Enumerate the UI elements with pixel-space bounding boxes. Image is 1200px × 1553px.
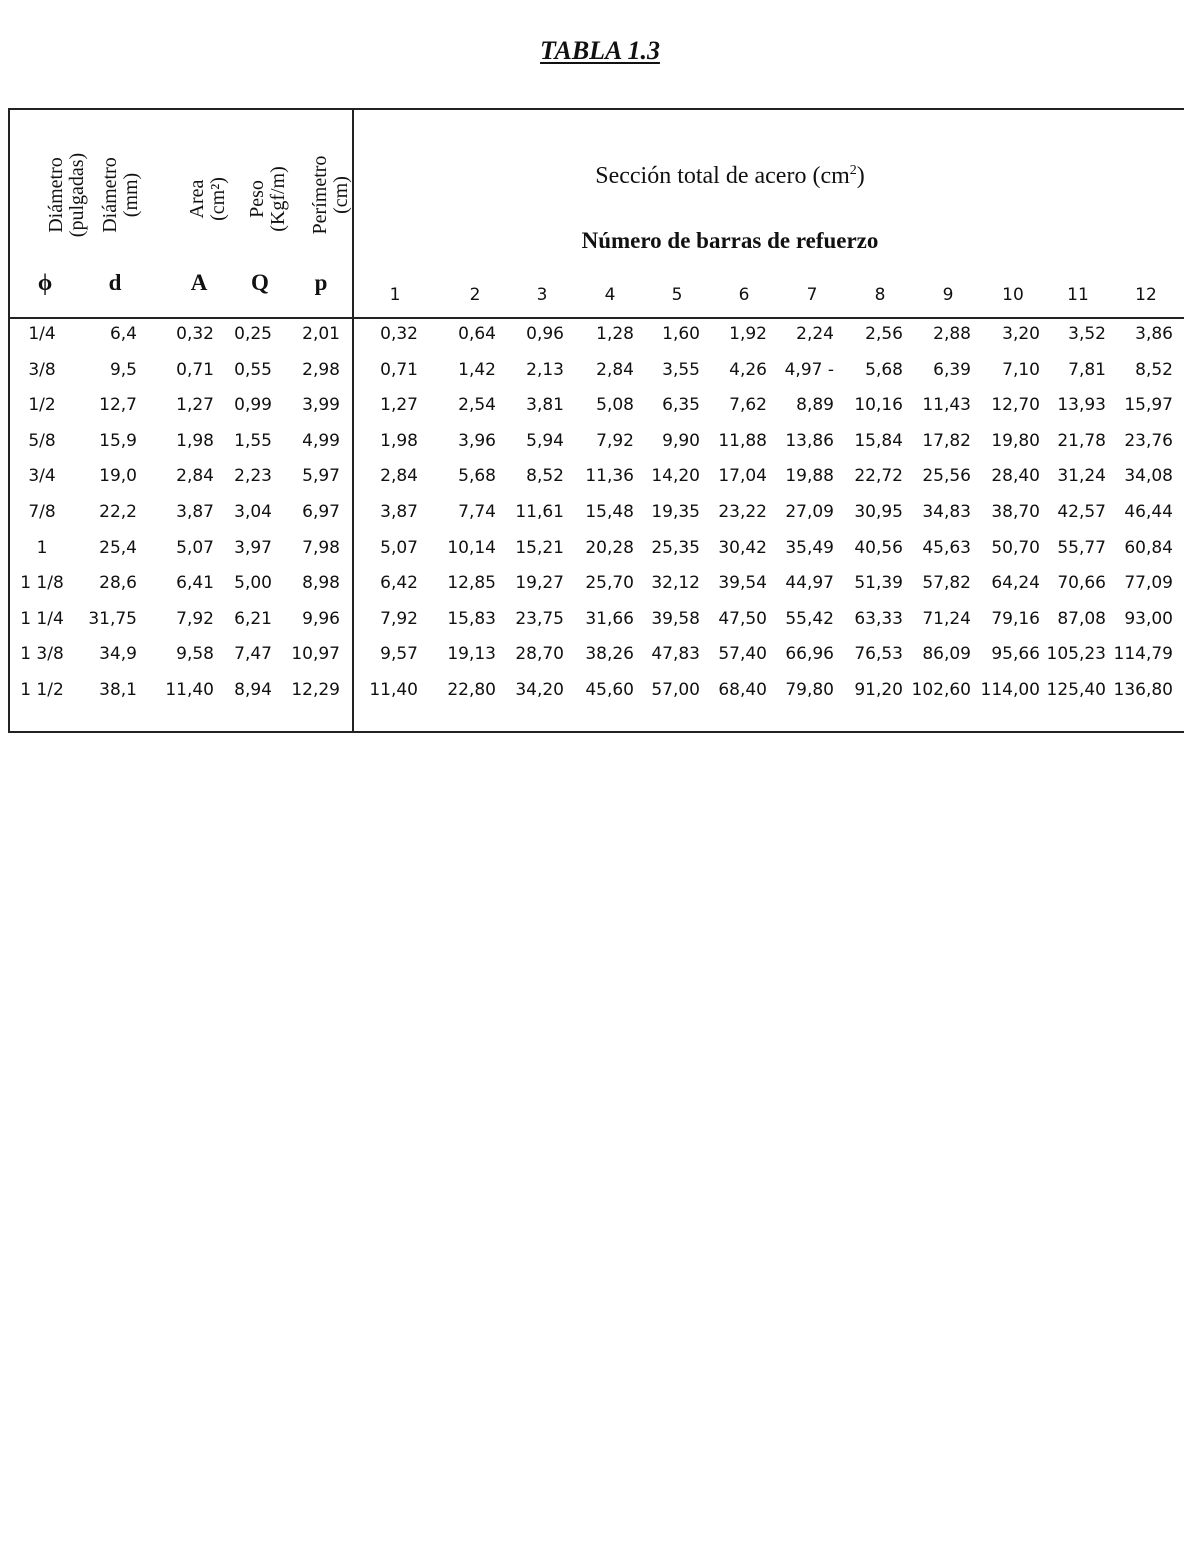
- cell-area-8-bars: 76,53: [854, 644, 903, 665]
- cell-Q: 0,25: [234, 324, 272, 344]
- cell-Q: 6,21: [234, 608, 272, 629]
- cell-area-4-bars: 38,26: [585, 644, 634, 665]
- cell-d: 38,1: [99, 680, 137, 700]
- cell-area-4-bars: 1,28: [596, 324, 634, 344]
- table-row: [0, 644, 1200, 679]
- cell-phi: 1 3/8: [20, 644, 64, 665]
- cell-area-10-bars: 95,66: [991, 644, 1040, 665]
- cell-area-7-bars: 79,80: [785, 680, 834, 700]
- symbol-Q: Q: [251, 270, 269, 295]
- cell-area-10-bars: 38,70: [991, 502, 1040, 522]
- cell-area-10-bars: 7,10: [1002, 359, 1040, 380]
- cell-area-7-bars: 55,42: [785, 608, 834, 629]
- cell-phi: 1/4: [28, 324, 56, 344]
- cell-area-4-bars: 25,70: [585, 573, 634, 594]
- cell-A: 0,32: [176, 324, 214, 344]
- cell-area-11-bars: 87,08: [1057, 608, 1106, 629]
- cell-area-7-bars: 35,49: [785, 537, 834, 558]
- cell-area-9-bars: 45,63: [922, 537, 971, 558]
- cell-area-11-bars: 125,40: [1046, 680, 1106, 700]
- cell-area-3-bars: 15,21: [515, 537, 564, 558]
- cell-area-6-bars: 11,88: [718, 430, 767, 451]
- cell-phi: 1 1/8: [20, 573, 64, 594]
- cell-area-9-bars: 25,56: [922, 466, 971, 487]
- table-row: [0, 609, 1200, 644]
- bar-count-header: 3: [536, 285, 548, 305]
- cell-area-12-bars: 77,09: [1124, 573, 1173, 594]
- cell-A: 1,27: [176, 395, 214, 416]
- cell-area-11-bars: 13,93: [1057, 395, 1106, 416]
- cell-Q: 3,04: [234, 502, 272, 522]
- cell-area-8-bars: 40,56: [854, 537, 903, 558]
- cell-area-8-bars: 2,56: [865, 324, 903, 344]
- table-row: [0, 395, 1200, 430]
- cell-area-7-bars: 2,24: [796, 324, 834, 344]
- cell-area-6-bars: 57,40: [718, 644, 767, 665]
- bar-count-header: 10: [1002, 285, 1024, 305]
- cell-area-2-bars: 5,68: [458, 466, 496, 487]
- cell-area-5-bars: 32,12: [651, 573, 700, 594]
- cell-A: 0,71: [176, 359, 214, 380]
- cell-area-6-bars: 7,62: [729, 395, 767, 416]
- cell-area-7-bars: 8,89: [796, 395, 834, 416]
- cell-Q: 2,23: [234, 466, 272, 487]
- cell-area-2-bars: 12,85: [447, 573, 496, 594]
- cell-area-3-bars: 5,94: [526, 430, 564, 451]
- cell-area-3-bars: 19,27: [515, 573, 564, 594]
- cell-area-5-bars: 1,60: [662, 324, 700, 344]
- bar-count-header: 7: [806, 285, 818, 305]
- cell-phi: 5/8: [28, 430, 56, 451]
- cell-p: 10,97: [291, 644, 340, 665]
- header-area: Area (cm²): [186, 177, 229, 221]
- cell-area-7-bars: 44,97: [785, 573, 834, 594]
- cell-d: 19,0: [99, 466, 137, 487]
- bar-count-header: 1: [389, 285, 401, 305]
- cell-area-5-bars: 14,20: [651, 466, 700, 487]
- cell-p: 8,98: [302, 573, 340, 594]
- cell-area-2-bars: 7,74: [458, 502, 496, 522]
- cell-area-3-bars: 28,70: [515, 644, 564, 665]
- table-row: [0, 680, 1200, 715]
- cell-area-6-bars: 68,40: [718, 680, 767, 700]
- cell-area-2-bars: 15,83: [447, 608, 496, 629]
- cell-area-5-bars: 6,35: [662, 395, 700, 416]
- cell-area-1-bars: 0,71: [380, 359, 418, 380]
- cell-d: 6,4: [109, 324, 137, 344]
- table-row: [0, 573, 1200, 608]
- cell-p: 2,98: [302, 359, 340, 380]
- cell-area-3-bars: 2,13: [526, 359, 564, 380]
- cell-area-9-bars: 102,60: [911, 680, 971, 700]
- cell-area-7-bars: 19,88: [785, 466, 834, 487]
- cell-area-1-bars: 3,87: [380, 502, 418, 522]
- cell-area-6-bars: 23,22: [718, 502, 767, 522]
- cell-area-2-bars: 1,42: [458, 359, 496, 380]
- cell-area-8-bars: 5,68: [865, 359, 903, 380]
- cell-area-9-bars: 6,39: [933, 359, 971, 380]
- cell-area-7-bars: 4,97 -: [784, 359, 834, 380]
- cell-area-10-bars: 79,16: [991, 608, 1040, 629]
- cell-area-11-bars: 55,77: [1057, 537, 1106, 558]
- table-row: [0, 360, 1200, 395]
- cell-area-12-bars: 34,08: [1124, 466, 1173, 487]
- cell-area-9-bars: 57,82: [922, 573, 971, 594]
- cell-area-5-bars: 9,90: [662, 430, 700, 451]
- cell-phi: 1: [36, 537, 48, 558]
- cell-area-4-bars: 31,66: [585, 608, 634, 629]
- cell-p: 6,97: [302, 502, 340, 522]
- cell-d: 31,75: [88, 608, 137, 629]
- cell-area-10-bars: 28,40: [991, 466, 1040, 487]
- cell-area-1-bars: 1,27: [380, 395, 418, 416]
- bar-count-header: 8: [874, 285, 886, 305]
- cell-A: 6,41: [176, 573, 214, 594]
- cell-area-12-bars: 8,52: [1135, 359, 1173, 380]
- cell-area-4-bars: 2,84: [596, 359, 634, 380]
- cell-p: 5,97: [302, 466, 340, 487]
- cell-area-4-bars: 11,36: [585, 466, 634, 487]
- symbol-phi: ϕ: [37, 270, 53, 295]
- cell-p: 3,99: [302, 395, 340, 416]
- cell-area-5-bars: 19,35: [651, 502, 700, 522]
- cell-area-12-bars: 3,86: [1135, 324, 1173, 344]
- bar-count-header: 9: [942, 285, 954, 305]
- cell-area-4-bars: 45,60: [585, 680, 634, 700]
- cell-area-12-bars: 46,44: [1124, 502, 1173, 522]
- cell-phi: 3/4: [28, 466, 56, 487]
- cell-phi: 7/8: [28, 502, 56, 522]
- cell-area-11-bars: 31,24: [1057, 466, 1106, 487]
- cell-A: 3,87: [176, 502, 214, 522]
- cell-area-7-bars: 27,09: [785, 502, 834, 522]
- bar-count-header: 2: [469, 285, 481, 305]
- table-row: [0, 502, 1200, 537]
- bar-count-header: 11: [1067, 285, 1089, 305]
- cell-area-12-bars: 136,80: [1113, 680, 1173, 700]
- cell-area-9-bars: 11,43: [922, 395, 971, 416]
- cell-d: 15,9: [99, 430, 137, 451]
- cell-area-3-bars: 34,20: [515, 680, 564, 700]
- bar-count-header: 5: [671, 285, 683, 305]
- cell-area-1-bars: 5,07: [380, 537, 418, 558]
- cell-area-8-bars: 91,20: [854, 680, 903, 700]
- header-diameter-inches: Diámetro (pulgadas): [45, 152, 88, 238]
- cell-area-1-bars: 11,40: [369, 680, 418, 700]
- cell-area-7-bars: 13,86: [785, 430, 834, 451]
- cell-area-1-bars: 6,42: [380, 573, 418, 594]
- cell-d: 22,2: [99, 502, 137, 522]
- cell-phi: 1 1/2: [20, 680, 64, 700]
- cell-area-10-bars: 19,80: [991, 430, 1040, 451]
- cell-area-6-bars: 4,26: [729, 359, 767, 380]
- cell-area-8-bars: 22,72: [854, 466, 903, 487]
- cell-area-8-bars: 63,33: [854, 608, 903, 629]
- bar-count-header: 4: [604, 285, 616, 305]
- cell-area-9-bars: 34,83: [922, 502, 971, 522]
- table-row: [0, 466, 1200, 501]
- cell-area-6-bars: 1,92: [729, 324, 767, 344]
- cell-area-10-bars: 64,24: [991, 573, 1040, 594]
- cell-area-10-bars: 3,20: [1002, 324, 1040, 344]
- cell-Q: 7,47: [234, 644, 272, 665]
- cell-Q: 3,97: [234, 537, 272, 558]
- cell-A: 9,58: [176, 644, 214, 665]
- cell-area-5-bars: 3,55: [662, 359, 700, 380]
- cell-area-2-bars: 10,14: [447, 537, 496, 558]
- cell-area-1-bars: 1,98: [380, 430, 418, 451]
- bar-count-header: 12: [1135, 285, 1157, 305]
- cell-Q: 8,94: [234, 680, 272, 700]
- cell-p: 7,98: [302, 537, 340, 558]
- cell-area-5-bars: 25,35: [651, 537, 700, 558]
- cell-area-12-bars: 114,79: [1113, 644, 1173, 665]
- symbol-d: d: [108, 270, 122, 295]
- cell-Q: 1,55: [234, 430, 272, 451]
- cell-p: 4,99: [302, 430, 340, 451]
- cell-area-11-bars: 7,81: [1068, 359, 1106, 380]
- cell-area-5-bars: 47,83: [651, 644, 700, 665]
- cell-area-9-bars: 71,24: [922, 608, 971, 629]
- symbol-A: A: [190, 270, 208, 295]
- cell-p: 9,96: [302, 608, 340, 629]
- cell-d: 25,4: [99, 537, 137, 558]
- cell-area-1-bars: 7,92: [380, 608, 418, 629]
- cell-area-11-bars: 21,78: [1057, 430, 1106, 451]
- cell-area-9-bars: 2,88: [933, 324, 971, 344]
- cell-area-10-bars: 114,00: [980, 680, 1040, 700]
- cell-d: 34,9: [99, 644, 137, 665]
- cell-Q: 0,55: [234, 359, 272, 380]
- cell-Q: 0,99: [234, 395, 272, 416]
- cell-area-11-bars: 42,57: [1057, 502, 1106, 522]
- cell-area-1-bars: 0,32: [380, 324, 418, 344]
- cell-area-2-bars: 19,13: [447, 644, 496, 665]
- cell-area-12-bars: 15,97: [1124, 395, 1173, 416]
- cell-area-10-bars: 12,70: [991, 395, 1040, 416]
- cell-area-10-bars: 50,70: [991, 537, 1040, 558]
- header-divider: [10, 317, 1184, 319]
- cell-area-2-bars: 3,96: [458, 430, 496, 451]
- cell-area-4-bars: 5,08: [596, 395, 634, 416]
- cell-p: 12,29: [291, 680, 340, 700]
- cell-A: 5,07: [176, 537, 214, 558]
- table-row: [0, 538, 1200, 573]
- cell-area-6-bars: 39,54: [718, 573, 767, 594]
- cell-area-4-bars: 20,28: [585, 537, 634, 558]
- cell-area-6-bars: 30,42: [718, 537, 767, 558]
- section-subtitle: Número de barras de refuerzo: [581, 228, 879, 253]
- cell-area-9-bars: 86,09: [922, 644, 971, 665]
- table-row: [0, 431, 1200, 466]
- cell-area-8-bars: 30,95: [854, 502, 903, 522]
- cell-phi: 1/2: [28, 395, 56, 416]
- cell-area-1-bars: 2,84: [380, 466, 418, 487]
- cell-A: 11,40: [165, 680, 214, 700]
- cell-area-5-bars: 39,58: [651, 608, 700, 629]
- cell-area-12-bars: 93,00: [1124, 608, 1173, 629]
- cell-phi: 3/8: [28, 359, 56, 380]
- cell-area-12-bars: 60,84: [1124, 537, 1173, 558]
- cell-area-2-bars: 2,54: [458, 395, 496, 416]
- cell-area-3-bars: 3,81: [526, 395, 564, 416]
- cell-area-4-bars: 7,92: [596, 430, 634, 451]
- cell-area-6-bars: 47,50: [718, 608, 767, 629]
- cell-area-11-bars: 105,23: [1046, 644, 1106, 665]
- cell-area-3-bars: 0,96: [526, 324, 564, 344]
- cell-area-3-bars: 11,61: [515, 502, 564, 522]
- cell-area-8-bars: 51,39: [854, 573, 903, 594]
- cell-area-8-bars: 15,84: [854, 430, 903, 451]
- header-perimeter: Perímetro (cm): [309, 155, 352, 235]
- table-row: [0, 324, 1200, 359]
- cell-area-3-bars: 8,52: [526, 466, 564, 487]
- cell-area-3-bars: 23,75: [515, 608, 564, 629]
- cell-area-9-bars: 17,82: [922, 430, 971, 451]
- cell-area-5-bars: 57,00: [651, 680, 700, 700]
- cell-area-6-bars: 17,04: [718, 466, 767, 487]
- cell-d: 12,7: [99, 395, 137, 416]
- cell-d: 28,6: [99, 573, 137, 594]
- cell-area-11-bars: 3,52: [1068, 324, 1106, 344]
- cell-phi: 1 1/4: [20, 608, 64, 629]
- cell-A: 1,98: [176, 430, 214, 451]
- symbol-p: p: [314, 270, 328, 295]
- cell-A: 7,92: [176, 608, 214, 629]
- cell-area-1-bars: 9,57: [380, 644, 418, 665]
- cell-Q: 5,00: [234, 573, 272, 594]
- cell-p: 2,01: [302, 324, 340, 344]
- cell-area-11-bars: 70,66: [1057, 573, 1106, 594]
- section-title: Sección total de acero $(cm^2)$: [595, 163, 865, 189]
- cell-area-4-bars: 15,48: [585, 502, 634, 522]
- cell-area-2-bars: 22,80: [447, 680, 496, 700]
- cell-A: 2,84: [176, 466, 214, 487]
- header-weight: Peso (Kgf/m): [246, 166, 289, 232]
- table-title: TABLA 1.3: [540, 36, 660, 65]
- bar-count-header: 6: [738, 285, 750, 305]
- cell-d: 9,5: [109, 359, 137, 380]
- cell-area-12-bars: 23,76: [1124, 430, 1173, 451]
- cell-area-7-bars: 66,96: [785, 644, 834, 665]
- header-diameter-mm: Diámetro (mm): [99, 157, 142, 233]
- cell-area-2-bars: 0,64: [458, 324, 496, 344]
- cell-area-8-bars: 10,16: [854, 395, 903, 416]
